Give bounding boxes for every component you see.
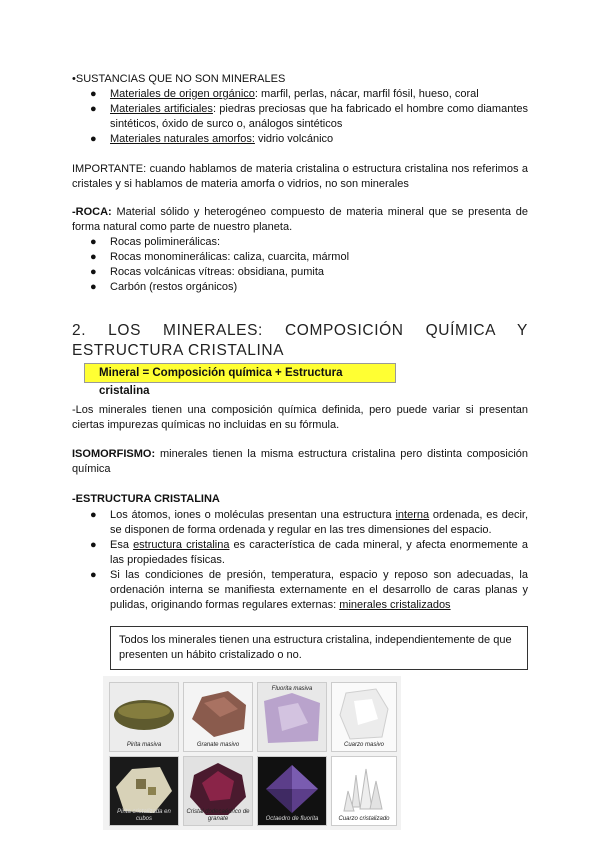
cuarzo-cristalizado-photo bbox=[331, 756, 397, 826]
photo-caption: Cuarzo cristalizado bbox=[338, 816, 390, 822]
list-item bbox=[90, 250, 528, 265]
photo-caption: Fluorita masiva bbox=[271, 686, 313, 692]
item-text: Rocas monominerálicas: caliza, cuarcita, mármol bbox=[110, 251, 350, 263]
term: Materiales artificiales bbox=[110, 103, 213, 115]
bullet-icon: ● bbox=[90, 509, 97, 521]
estructura-list bbox=[90, 508, 529, 613]
term-text: : marfil, perlas, nácar, marfil fósil, hueso, coral bbox=[254, 88, 479, 100]
mineral-icon bbox=[332, 683, 396, 751]
isomorfismo-text: minerales tienen la misma estructura cristalina pero distinta composición química bbox=[72, 448, 528, 475]
item-text: Rocas poliminerálicas: bbox=[110, 236, 221, 248]
photo-caption: Pirita cristalizada en cubos bbox=[117, 809, 171, 822]
list-item bbox=[90, 87, 528, 102]
underlined-term: estructura cristalina bbox=[133, 539, 230, 551]
pirita-cristalizada-photo bbox=[109, 756, 179, 826]
photo-caption: Cuarzo masivo bbox=[343, 742, 384, 748]
item-text: Si las condiciones de presión, temperatura, espacio y reposo son adecuadas, la ordenación interna se manifiesta externamente en el desarrollo de caras planas y pulidas, originando formas regulares externas: bbox=[110, 569, 528, 611]
list-item bbox=[90, 568, 528, 613]
term-text: : piedras preciosas que ha fabricado el hombre como diamantes sintéticos, óxido de surco o, análogos sintéticos bbox=[110, 103, 528, 130]
mineral-icon bbox=[110, 683, 178, 751]
note-box: Todos los minerales tienen una estructura cristalina, independientemente de que presenten un hábito cristalizado o no. bbox=[110, 626, 528, 670]
list-item bbox=[90, 538, 528, 568]
bullet-icon: ● bbox=[90, 103, 97, 115]
photo-caption: Cristal dodecaédrico de granate bbox=[186, 809, 250, 822]
photo-caption: Granate masivo bbox=[196, 742, 240, 748]
term: Materiales de origen orgánico bbox=[110, 88, 255, 100]
list-item bbox=[90, 280, 528, 295]
no-minerales-list bbox=[90, 87, 528, 147]
composicion-paragraph: -Los minerales tienen una composición química definida, pero puede variar si presentan ciertas impurezas químicas no incluidas en su fórmula. bbox=[72, 404, 528, 431]
roca-paragraph bbox=[72, 205, 528, 235]
isomorfismo-paragraph bbox=[72, 447, 528, 477]
photo-caption: Pirita masiva bbox=[126, 742, 162, 748]
minerals-photo-grid bbox=[103, 676, 401, 830]
photo-caption: Octaedro de fluorita bbox=[265, 816, 319, 822]
mineral-icon bbox=[258, 683, 326, 751]
bullet-icon: ● bbox=[90, 236, 97, 248]
term-text: vidrio volcánico bbox=[254, 133, 334, 145]
term: Materiales naturales amorfos: bbox=[110, 133, 255, 145]
cuarzo-masivo-photo bbox=[331, 682, 397, 752]
granate-masivo-photo bbox=[183, 682, 253, 752]
bullet-icon: ● bbox=[90, 569, 97, 581]
item-text: Los átomos, iones o moléculas presentan una estructura bbox=[110, 509, 396, 521]
list-item bbox=[90, 132, 528, 147]
estructura-title: -ESTRUCTURA CRISTALINA bbox=[72, 493, 220, 505]
item-text: ordenada, es decir, se disponen de forma ordenada y regular en las tres dimensiones del espacio. bbox=[110, 509, 529, 536]
list-item bbox=[90, 235, 528, 250]
list-item bbox=[90, 102, 528, 132]
bullet-icon: ● bbox=[90, 133, 97, 145]
item-text: Esa bbox=[110, 539, 134, 551]
roca-text: Material sólido y heterogéneo compuesto de materia mineral que se presenta de forma natural como parte de nuestro planeta. bbox=[72, 206, 528, 233]
formula-banner: Mineral = Composición química + Estructura cristalina bbox=[84, 363, 396, 383]
list-item bbox=[90, 508, 529, 538]
pirita-masiva-photo bbox=[109, 682, 179, 752]
bullet-icon: ● bbox=[90, 88, 97, 100]
bullet-icon: ● bbox=[90, 281, 97, 293]
section-heading: 2. LOS MINERALES: COMPOSICIÓN QUÍMICA Y ESTRUCTURA CRISTALINA bbox=[72, 322, 528, 359]
mineral-icon bbox=[332, 757, 396, 825]
importante-paragraph: IMPORTANTE: cuando hablamos de materia cristalina o estructura cristalina nos referimos a cristales y si hablamos de materia amorfa o vidrios, no son minerales bbox=[72, 163, 528, 190]
octaedro-fluorita-photo bbox=[257, 756, 327, 826]
bullet-icon: ● bbox=[90, 251, 97, 263]
isomorfismo-label: ISOMORFISMO: bbox=[72, 448, 156, 460]
underlined-term: minerales cristalizados bbox=[339, 599, 451, 611]
list-item bbox=[90, 265, 528, 280]
roca-label: -ROCA: bbox=[72, 206, 112, 218]
roca-list bbox=[90, 235, 528, 295]
bullet-icon: ● bbox=[90, 266, 97, 278]
granate-dodecaedrico-photo bbox=[183, 756, 253, 826]
fluorita-masiva-photo bbox=[257, 682, 327, 752]
mineral-icon bbox=[258, 757, 326, 825]
underlined-term: interna bbox=[395, 509, 430, 521]
section-no-minerales-title: •SUSTANCIAS QUE NO SON MINERALES bbox=[72, 73, 286, 85]
item-text: es característica de cada mineral, y afecta enormemente a las propiedades físicas. bbox=[110, 539, 528, 566]
item-text: Carbón (restos orgánicos) bbox=[110, 281, 238, 293]
bullet-icon: ● bbox=[90, 539, 97, 551]
item-text: Rocas volcánicas vítreas: obsidiana, pumita bbox=[110, 266, 324, 278]
mineral-icon bbox=[184, 683, 252, 751]
